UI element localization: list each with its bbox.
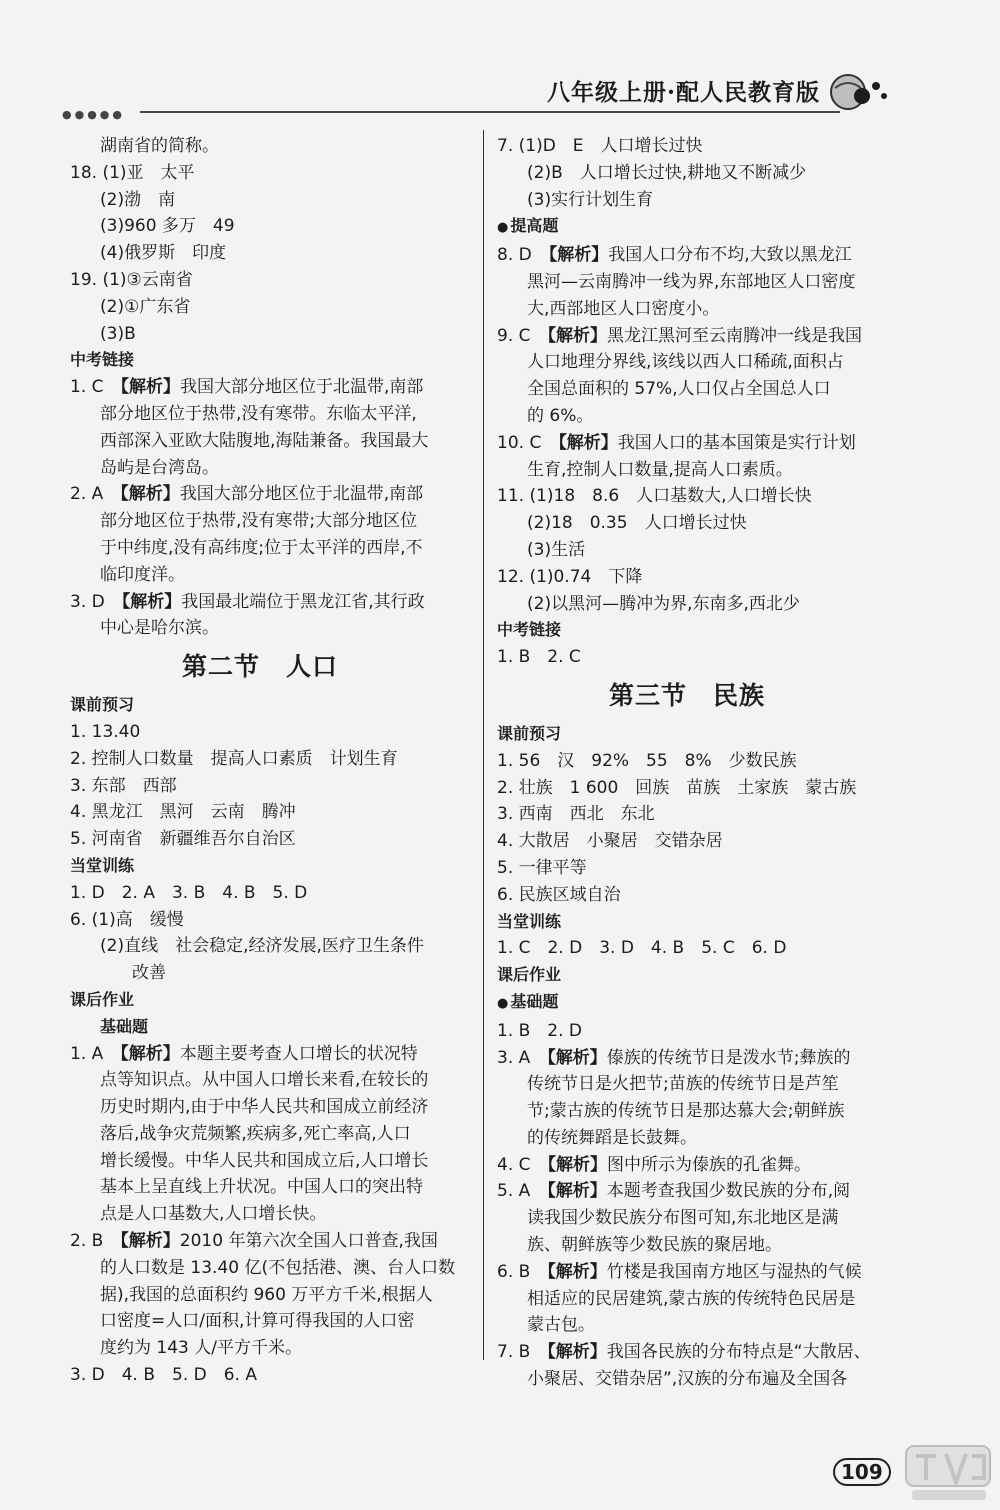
answer-line: (2)以黑河—腾冲为界,东南多,西北少 bbox=[527, 593, 800, 614]
analysis-text: 我国大部分地区位于北温带,南部 bbox=[180, 377, 424, 398]
section-heading: 课后作业 bbox=[70, 989, 135, 1009]
answer-line: 1. 56 汉 92% 55 8% 少数民族 bbox=[497, 750, 797, 771]
answer-line: 黑河—云南腾冲一线为界,东部地区人口密度 bbox=[527, 271, 856, 292]
analysis-text: 我国最北端位于黑龙江省,其行政 bbox=[181, 591, 425, 612]
answer-line: 7. (1)D E 人口增长过快 bbox=[497, 136, 703, 156]
left-column bbox=[70, 133, 470, 1389]
answer-line: 的传统舞蹈是长鼓舞。 bbox=[527, 1127, 697, 1148]
answer-line bbox=[70, 374, 470, 401]
answer-line: 中心是哈尔滨。 bbox=[100, 618, 219, 639]
page-number: 109 bbox=[833, 1458, 891, 1486]
answer-line: (3)960 多万 49 bbox=[100, 216, 235, 237]
answer-line: (3)生活 bbox=[527, 539, 586, 560]
section-heading: 中考链接 bbox=[70, 350, 135, 370]
analysis-tag: 【解析】 bbox=[120, 1231, 180, 1252]
answer-key: 9. C bbox=[497, 325, 548, 346]
answer-line: 落后,战争灾荒频繁,疾病多,死亡率高,人口 bbox=[100, 1123, 411, 1144]
analysis-tag: 【解析】 bbox=[547, 1261, 607, 1282]
answer-line: 点等知识点。从中国人口增长来看,在较长的 bbox=[100, 1070, 429, 1091]
answer-line bbox=[497, 242, 907, 269]
analysis-text: 黑龙江黑河至云南腾冲一线是我国 bbox=[607, 325, 862, 346]
answer-line: 据),我国的总面积约 960 万平方千米,根据人 bbox=[100, 1284, 433, 1305]
answer-line: 的 6%。 bbox=[527, 405, 594, 426]
answer-line: 湖南省的简称。 bbox=[100, 136, 219, 156]
answer-line: (3)B bbox=[100, 323, 136, 344]
header-dot-decoration: ●●●●● bbox=[62, 108, 125, 121]
answer-line: (3)实行计划生育 bbox=[527, 189, 654, 210]
answer-line: 11. (1)18 8.6 人口基数大,人口增长快 bbox=[497, 486, 812, 507]
analysis-text: 我国人口的基本国策是实行计划 bbox=[617, 432, 856, 453]
answer-line bbox=[497, 430, 907, 457]
answer-line: 口密度=人口/面积,计算可得我国的人口密 bbox=[100, 1311, 415, 1332]
analysis-tag: 【解析】 bbox=[558, 432, 618, 453]
answer-line: 4. 黑龙江 黑河 云南 腾冲 bbox=[70, 802, 296, 823]
answer-line bbox=[497, 323, 907, 350]
answer-line: 18. (1)亚 太平 bbox=[70, 162, 195, 183]
section-heading: 课前预习 bbox=[497, 723, 562, 743]
section-heading: 课前预习 bbox=[70, 695, 135, 715]
answer-line: 改善 bbox=[132, 963, 166, 984]
answer-line: 增长缓慢。中华人民共和国成立后,人口增长 bbox=[100, 1150, 429, 1171]
subsection-heading: 基础题 bbox=[100, 1016, 149, 1036]
answer-line: (4)俄罗斯 印度 bbox=[100, 243, 227, 264]
answer-line: 历史时期内,由于中华人民共和国成立前经济 bbox=[100, 1097, 429, 1118]
analysis-tag: 【解析】 bbox=[120, 484, 180, 505]
answer-line: 1. 13.40 bbox=[70, 721, 141, 742]
answer-line: (2)渤 南 bbox=[100, 189, 176, 210]
analysis-tag: 【解析】 bbox=[121, 591, 182, 612]
analysis-text: 我国人口分布不均,大致以黑龙江 bbox=[608, 245, 852, 266]
answer-key: 8. D bbox=[497, 245, 549, 266]
answer-key: 1. A bbox=[70, 1043, 121, 1064]
answer-line: 读我国少数民族分布图可知,东北地区是满 bbox=[527, 1208, 839, 1229]
answer-line: 全国总面积的 57%,人口仅占全国总人口 bbox=[527, 379, 831, 400]
header-rule bbox=[140, 111, 840, 113]
answer-key: 4. C bbox=[497, 1154, 548, 1175]
answer-key: 2. A bbox=[70, 484, 121, 505]
subsection-heading: ● 基础题 bbox=[497, 989, 907, 1018]
answer-line: 3. 东部 西部 bbox=[70, 775, 177, 796]
answer-line bbox=[70, 1228, 470, 1255]
answer-line: 于中纬度,没有高纬度;位于太平洋的西岸,不 bbox=[100, 537, 423, 558]
answer-line: 1. C 2. D 3. D 4. B 5. C 6. D bbox=[497, 938, 787, 959]
answer-line: 4. 大散居 小聚居 交错杂居 bbox=[497, 831, 723, 852]
answer-line: (2)B 人口增长过快,耕地又不断减少 bbox=[527, 162, 807, 183]
section-heading: 课后作业 bbox=[497, 965, 562, 985]
answer-line: 6. (1)高 缓慢 bbox=[70, 909, 184, 930]
answer-line: 大,西部地区人口密度小。 bbox=[527, 298, 720, 319]
answer-line: 族、朝鲜族等少数民族的聚居地。 bbox=[527, 1235, 782, 1256]
analysis-tag: 【解析】 bbox=[548, 245, 609, 266]
header-title: 八年级上册·配人民教育版 bbox=[546, 79, 820, 106]
analysis-text: 竹楼是我国南方地区与湿热的气候 bbox=[606, 1261, 862, 1282]
answer-line: 1. D 2. A 3. B 4. B 5. D bbox=[70, 882, 308, 903]
answer-key: 5. A bbox=[497, 1181, 548, 1202]
answer-line: 节;蒙古族的传统节日是那达慕大会;朝鲜族 bbox=[527, 1101, 845, 1122]
answer-line: 部分地区位于热带,没有寒带;大部分地区位 bbox=[100, 511, 418, 532]
analysis-text: 本题主要考查人口增长的状况特 bbox=[179, 1043, 418, 1064]
column-divider bbox=[483, 130, 484, 1360]
answer-line: 19. (1)③云南省 bbox=[70, 269, 193, 290]
answer-line: 小聚居、交错杂居”,汉族的分布遍及全国各 bbox=[527, 1369, 848, 1390]
answer-line: 度约为 143 人/平方千米。 bbox=[100, 1338, 302, 1359]
answer-line bbox=[497, 1178, 907, 1205]
section-heading: 中考链接 bbox=[497, 620, 562, 640]
analysis-tag: 【解析】 bbox=[547, 1154, 607, 1175]
answer-key: 2. B bbox=[70, 1231, 121, 1252]
answer-line: 1. B 2. D bbox=[497, 1020, 582, 1041]
answer-line: 生育,控制人口数量,提高人口素质。 bbox=[527, 459, 793, 480]
answer-line: 基本上呈直线上升状况。中国人口的突出特 bbox=[100, 1177, 423, 1198]
answer-line: 临印度洋。 bbox=[100, 564, 185, 585]
answer-key: 7. B bbox=[497, 1342, 548, 1363]
answer-line: 西部深入亚欧大陆腹地,海陆兼备。我国最大 bbox=[100, 430, 429, 451]
answer-line bbox=[70, 1041, 470, 1068]
analysis-tag: 【解析】 bbox=[547, 325, 607, 346]
answer-line: 6. 民族区域自治 bbox=[497, 884, 621, 905]
section-heading: 当堂训练 bbox=[70, 855, 135, 875]
analysis-tag: 【解析】 bbox=[547, 1047, 607, 1068]
answer-line bbox=[497, 1045, 907, 1072]
answer-line: (2)18 0.35 人口增长过快 bbox=[527, 513, 747, 534]
analysis-tag: 【解析】 bbox=[120, 1043, 180, 1064]
answer-line: 5. 一律平等 bbox=[497, 857, 587, 878]
answer-line: 的人口数是 13.40 亿(不包括港、澳、台人口数 bbox=[100, 1257, 456, 1278]
answer-line: 岛屿是台湾岛。 bbox=[100, 457, 219, 478]
answer-line: (2)①广东省 bbox=[100, 296, 191, 317]
answer-line: 人口地理分界线,该线以西人口稀疏,面积占 bbox=[527, 352, 844, 373]
answer-line bbox=[497, 1259, 907, 1286]
answer-key: 6. B bbox=[497, 1261, 548, 1282]
answer-line: 3. 西南 西北 东北 bbox=[497, 804, 655, 825]
analysis-tag: 【解析】 bbox=[547, 1342, 607, 1363]
answer-line: 相适应的民居建筑,蒙古族的传统特色民居是 bbox=[527, 1288, 856, 1309]
subsection-heading: ● 提高题 bbox=[497, 213, 907, 242]
answer-line bbox=[497, 1339, 907, 1366]
answer-line: 传统节日是火把节;苗族的传统节日是芦笙 bbox=[527, 1074, 839, 1095]
answer-key: 3. A bbox=[497, 1047, 548, 1068]
answer-line bbox=[497, 1152, 907, 1179]
answer-line: 12. (1)0.74 下降 bbox=[497, 566, 643, 587]
answer-line: 蒙古包。 bbox=[527, 1315, 595, 1336]
answer-line: 3. D 4. B 5. D 6. A bbox=[70, 1365, 257, 1386]
answer-key: 10. C bbox=[497, 432, 559, 453]
section-title: 第三节 民族 bbox=[608, 680, 765, 710]
analysis-text: 傣族的传统节日是泼水节;彝族的 bbox=[606, 1047, 851, 1068]
answer-key: 3. D bbox=[70, 591, 122, 612]
answer-line: 2. 控制人口数量 提高人口素质 计划生育 bbox=[70, 748, 398, 769]
header-ball-logo-icon bbox=[826, 68, 892, 112]
section-heading: 当堂训练 bbox=[497, 911, 562, 931]
section-title: 第二节 人口 bbox=[181, 652, 338, 682]
answer-line: 2. 壮族 1 600 回族 苗族 土家族 蒙古族 bbox=[497, 777, 857, 798]
analysis-text: 我国大部分地区位于北温带,南部 bbox=[179, 484, 424, 505]
answer-key: 1. C bbox=[70, 377, 121, 398]
answer-line: 点是人口基数大,人口增长快。 bbox=[100, 1204, 327, 1225]
right-column bbox=[497, 133, 907, 1393]
site-watermark-logo-icon bbox=[902, 1440, 994, 1506]
answer-line bbox=[70, 481, 470, 508]
analysis-text: 本题考查我国少数民族的分布,阅 bbox=[606, 1181, 851, 1202]
analysis-text: 我国各民族的分布特点是“大散居、 bbox=[606, 1342, 871, 1363]
analysis-text: 2010 年第六次全国人口普查,我国 bbox=[179, 1231, 438, 1252]
analysis-tag: 【解析】 bbox=[547, 1181, 607, 1202]
analysis-tag: 【解析】 bbox=[120, 377, 180, 398]
answer-line: 部分地区位于热带,没有寒带。东临太平洋, bbox=[100, 403, 417, 424]
answer-line: 1. B 2. C bbox=[497, 647, 581, 668]
answer-line: (2)直线 社会稳定,经济发展,医疗卫生条件 bbox=[100, 936, 424, 957]
answer-line bbox=[70, 589, 470, 616]
analysis-text: 图中所示为傣族的孔雀舞。 bbox=[607, 1154, 811, 1175]
answer-line: 5. 河南省 新疆维吾尔自治区 bbox=[70, 829, 296, 850]
